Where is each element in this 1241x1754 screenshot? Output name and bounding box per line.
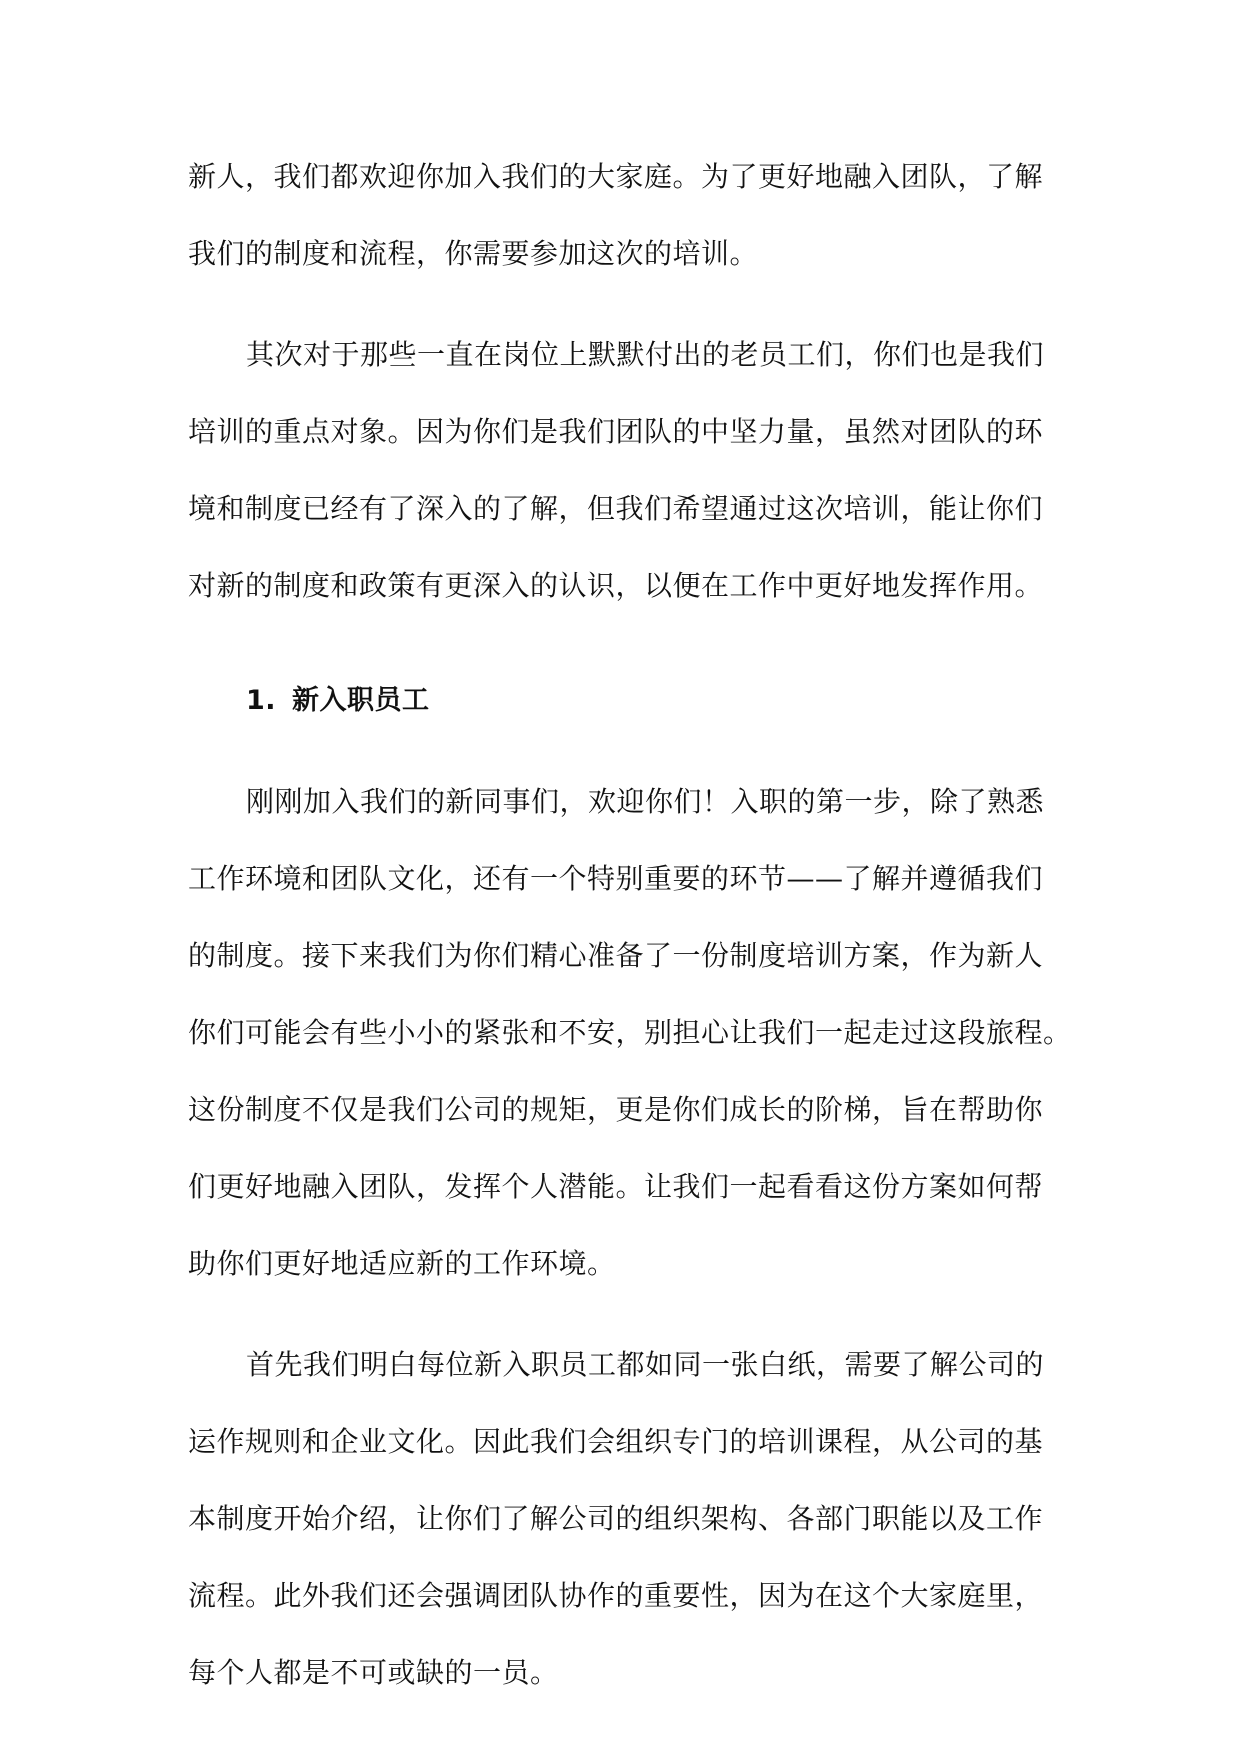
paragraph — [188, 763, 1072, 1302]
text-line: 本制度开始介绍，让你们了解公司的组织架构、各部门职能以及工作 — [188, 1502, 1044, 1535]
text-line: 这份制度不仅是我们公司的规矩，更是你们成长的阶梯，旨在帮助你 — [188, 1093, 1044, 1126]
text-line: 流程。此外我们还会强调团队协作的重要性，因为在这个大家庭里， — [188, 1579, 1044, 1612]
text-line: 工作环境和团队文化，还有一个特别重要的环节——了解并遵循我们 — [188, 862, 1044, 895]
text-line: 其次对于那些一直在岗位上默默付出的老员工们，你们也是我们 — [246, 338, 1045, 371]
document-page — [188, 138, 1072, 1711]
text-line: 我们的制度和流程，你需要参加这次的培训。 — [188, 237, 759, 270]
text-line: 每个人都是不可或缺的一员。 — [188, 1656, 559, 1689]
paragraph — [188, 1326, 1058, 1711]
text-line: 对新的制度和政策有更深入的认识，以便在工作中更好地发挥作用。 — [188, 569, 1044, 602]
paragraph — [188, 316, 1058, 624]
text-line: 培训的重点对象。因为你们是我们团队的中坚力量，虽然对团队的环 — [188, 415, 1044, 448]
section-heading — [188, 662, 1058, 739]
text-line: 首先我们明白每位新入职员工都如同一张白纸，需要了解公司的 — [246, 1348, 1045, 1381]
section-number: 1. — [246, 685, 277, 716]
section-title: 新入职员工 — [292, 685, 430, 716]
text-line: 新人，我们都欢迎你加入我们的大家庭。为了更好地融入团队，了解 — [188, 160, 1044, 193]
text-line: 的制度。接下来我们为你们精心准备了一份制度培训方案，作为新人 — [188, 939, 1044, 972]
paragraph — [188, 138, 1058, 292]
text-line: 你们可能会有些小小的紧张和不安，别担心让我们一起走过这段旅程。 — [188, 1016, 1072, 1049]
text-line: 们更好地融入团队，发挥个人潜能。让我们一起看看这份方案如何帮 — [188, 1170, 1044, 1203]
text-line: 刚刚加入我们的新同事们，欢迎你们！入职的第一步，除了熟悉 — [246, 785, 1045, 818]
text-line: 运作规则和企业文化。因此我们会组织专门的培训课程，从公司的基 — [188, 1425, 1044, 1458]
text-line: 助你们更好地适应新的工作环境。 — [188, 1247, 616, 1280]
text-line: 境和制度已经有了深入的了解，但我们希望通过这次培训，能让你们 — [188, 492, 1044, 525]
